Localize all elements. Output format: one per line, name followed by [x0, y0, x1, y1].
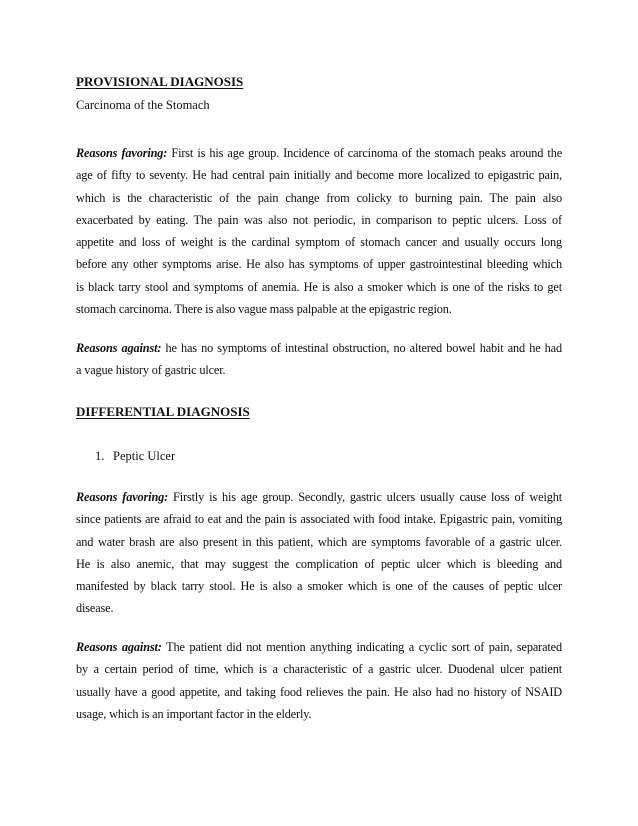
- paragraph-line: usually have a good appetite, and taking food relieves the pain. He also had no history of NSAID: [76, 684, 562, 699]
- reasons-favoring-label: Reasons favoring:: [76, 490, 169, 504]
- paragraph-line: exacerbated by eating. The pain was also not periodic, in comparison to peptic ulcers. Loss of: [76, 212, 562, 227]
- paragraph-line: is black tarry stool and symptoms of anemia. He is also a smoker which is one of the risks to get: [76, 279, 562, 294]
- paragraph-line: Reasons favoring: First is his age group. Incidence of carcinoma of the stomach peaks around the: [76, 146, 562, 160]
- paragraph-line: Reasons against: he has no symptoms of intestinal obstruction, no altered bowel habit and he had: [76, 341, 562, 355]
- differential-reasons-against: [76, 640, 562, 729]
- differential-diagnosis-heading: DIFFERENTIAL DIAGNOSIS: [76, 404, 250, 419]
- provisional-reasons-against: [76, 341, 562, 386]
- reasons-against-label: Reasons against:: [76, 640, 162, 654]
- reasons-favoring-label: Reasons favoring:: [76, 146, 168, 160]
- differential-list-item: [95, 449, 175, 464]
- paragraph-line: stomach carcinoma. There is also vague mass palpable at the epigastric region.: [76, 302, 452, 317]
- paragraph-line: which is the characteristic of the pain change from colicky to burning pain. The pain also: [76, 190, 562, 205]
- paragraph-line: age of fifty to seventy. He had central pain initially and become more localized to epigastric pain,: [76, 168, 562, 183]
- paragraph-line: manifested by black tarry stool. He is also a smoker which is one of the causes of peptic ulcer: [76, 579, 562, 594]
- reasons-against-label: Reasons against:: [76, 341, 162, 355]
- paragraph-line: by a certain period of time, which is a characteristic of a gastric ulcer. Duodenal ulcer patient: [76, 662, 562, 677]
- paragraph-line: Reasons favoring: Firstly is his age group. Secondly, gastric ulcers usually cause loss of weight: [76, 490, 562, 504]
- list-item-number: 1.: [95, 449, 105, 463]
- paragraph-line: a vague history of gastric ulcer.: [76, 363, 226, 378]
- paragraph-line: usage, which is an important factor in the elderly.: [76, 706, 312, 721]
- paragraph-line: since patients are afraid to eat and the pain is associated with food intake. Epigastric pain, vomiting: [76, 512, 562, 527]
- paragraph-line: appetite and loss of weight is the cardinal symptom of stomach cancer and usually occurs long: [76, 235, 562, 250]
- differential-reasons-favoring: [76, 490, 562, 624]
- provisional-reasons-favoring: [76, 146, 562, 324]
- paragraph-line: He is also anemic, that may suggest the complication of peptic ulcer which is bleeding and: [76, 556, 562, 571]
- provisional-diagnosis-heading: PROVISIONAL DIAGNOSIS: [76, 74, 244, 89]
- paragraph-line: before any other symptoms arise. He also has symptoms of upper gastrointestinal bleeding which: [76, 257, 562, 272]
- paragraph-line: disease.: [76, 601, 114, 616]
- paragraph-line: Reasons against: The patient did not mention anything indicating a cyclic sort of pain, separated: [76, 640, 562, 654]
- list-item-label: Peptic Ulcer: [113, 449, 176, 463]
- paragraph-line: and water brash are also present in this patient, which are symptoms favorable of a gastric ulcer.: [76, 534, 562, 549]
- provisional-diagnosis-name: Carcinoma of the Stomach: [76, 98, 210, 112]
